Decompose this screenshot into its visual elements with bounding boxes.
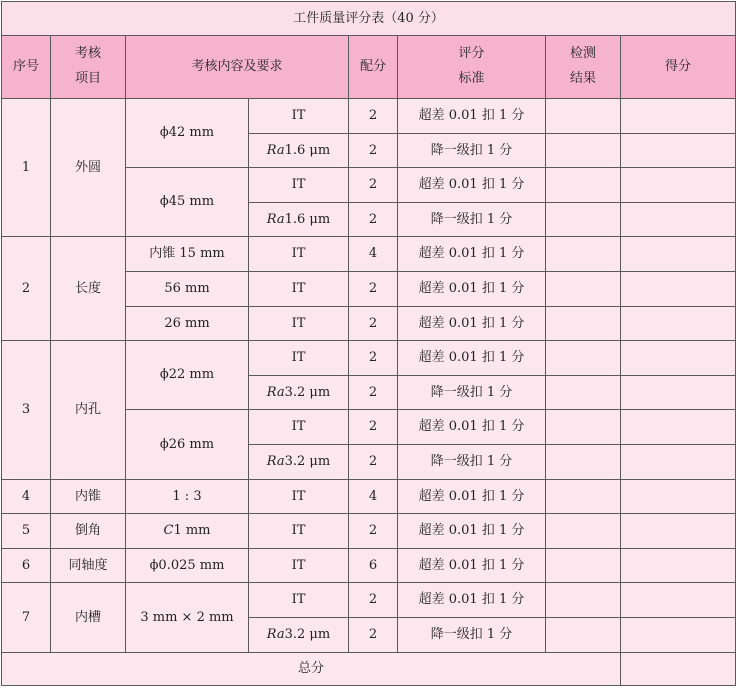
- requirement-symbol: Ra: [266, 142, 285, 158]
- header-result-line2: 结果: [569, 71, 596, 86]
- requirement-text: IT: [291, 419, 306, 435]
- requirement-cell: [249, 617, 349, 652]
- result-cell[interactable]: [546, 548, 621, 583]
- requirement-cell: [249, 99, 349, 134]
- requirement-text: IT: [291, 315, 306, 331]
- content-cell: [126, 237, 249, 272]
- content-cell: [126, 548, 249, 583]
- total-value-cell[interactable]: [621, 652, 736, 685]
- standard-cell: 降一级扣 1 分: [398, 133, 546, 168]
- content-text: 1 mm: [173, 523, 211, 539]
- result-cell[interactable]: [546, 237, 621, 272]
- content-text: 56 mm: [164, 280, 210, 296]
- score-cell: 2: [349, 514, 398, 549]
- item-cell: 同轴度: [51, 548, 126, 583]
- item-cell: 内锥: [51, 479, 126, 514]
- got-cell[interactable]: [621, 341, 736, 376]
- result-cell[interactable]: [546, 306, 621, 341]
- score-cell: 2: [349, 583, 398, 618]
- table-row: [2, 548, 736, 583]
- requirement-cell: [249, 583, 349, 618]
- requirement-symbol: Ra: [266, 211, 285, 227]
- requirement-cell: [249, 271, 349, 306]
- score-cell: 2: [349, 271, 398, 306]
- result-cell[interactable]: [546, 99, 621, 134]
- standard-cell: 降一级扣 1 分: [398, 444, 546, 479]
- seq-cell: 2: [2, 237, 51, 341]
- content-text: 内锥 15 mm: [149, 246, 225, 262]
- requirement-cell: [249, 202, 349, 237]
- requirement-cell: [249, 514, 349, 549]
- requirement-cell: [249, 410, 349, 445]
- requirement-cell: [249, 375, 349, 410]
- content-cell: [126, 168, 249, 237]
- standard-cell: 超差 0.01 扣 1 分: [398, 99, 546, 134]
- requirement-text: IT: [291, 488, 306, 504]
- content-text: ϕ26 mm: [159, 436, 215, 452]
- score-table: [1, 1, 736, 686]
- content-text: 3 mm × 2 mm: [140, 609, 234, 625]
- table-title: 工件质量评分表（40 分）: [2, 2, 736, 36]
- content-symbol: C: [163, 523, 174, 539]
- table-row: [2, 583, 736, 618]
- header-standard: [398, 36, 546, 99]
- got-cell[interactable]: [621, 271, 736, 306]
- result-cell[interactable]: [546, 617, 621, 652]
- result-cell[interactable]: [546, 410, 621, 445]
- standard-cell: 超差 0.01 扣 1 分: [398, 237, 546, 272]
- result-cell[interactable]: [546, 444, 621, 479]
- header-content: 考核内容及要求: [126, 36, 349, 99]
- table-row: [2, 237, 736, 272]
- result-cell[interactable]: [546, 514, 621, 549]
- score-cell: 2: [349, 99, 398, 134]
- result-cell[interactable]: [546, 168, 621, 203]
- score-cell: 2: [349, 168, 398, 203]
- requirement-text: IT: [291, 523, 306, 539]
- item-cell: 内槽: [51, 583, 126, 652]
- standard-cell: 超差 0.01 扣 1 分: [398, 271, 546, 306]
- seq-cell: 1: [2, 99, 51, 237]
- requirement-cell: [249, 168, 349, 203]
- got-cell[interactable]: [621, 444, 736, 479]
- got-cell[interactable]: [621, 133, 736, 168]
- standard-cell: 降一级扣 1 分: [398, 202, 546, 237]
- item-cell: 倒角: [51, 514, 126, 549]
- total-row: [2, 652, 736, 685]
- requirement-text: IT: [291, 350, 306, 366]
- requirement-text: 1.6 μm: [284, 142, 331, 158]
- content-cell: [126, 341, 249, 410]
- item-cell: 外圆: [51, 99, 126, 237]
- requirement-cell: [249, 237, 349, 272]
- header-seq: 序号: [2, 36, 51, 99]
- got-cell[interactable]: [621, 306, 736, 341]
- table-row: [2, 99, 736, 134]
- content-cell: [126, 514, 249, 549]
- standard-cell: 超差 0.01 扣 1 分: [398, 479, 546, 514]
- requirement-cell: [249, 133, 349, 168]
- seq-cell: 6: [2, 548, 51, 583]
- score-cell: 4: [349, 237, 398, 272]
- quality-score-sheet: [1, 1, 736, 686]
- score-cell: 2: [349, 444, 398, 479]
- requirement-text: IT: [291, 280, 306, 296]
- result-cell[interactable]: [546, 375, 621, 410]
- standard-cell: 超差 0.01 扣 1 分: [398, 583, 546, 618]
- result-cell[interactable]: [546, 583, 621, 618]
- title-row: [2, 2, 736, 36]
- header-item-line2: 项目: [74, 71, 101, 86]
- requirement-text: IT: [291, 592, 306, 608]
- requirement-symbol: Ra: [266, 384, 285, 400]
- score-cell: 2: [349, 202, 398, 237]
- got-cell[interactable]: [621, 479, 736, 514]
- got-cell[interactable]: [621, 514, 736, 549]
- result-cell[interactable]: [546, 133, 621, 168]
- header-item-line1: 考核: [74, 46, 101, 62]
- standard-cell: 超差 0.01 扣 1 分: [398, 410, 546, 445]
- requirement-symbol: Ra: [266, 626, 285, 642]
- got-cell[interactable]: [621, 202, 736, 237]
- requirement-cell: [249, 479, 349, 514]
- requirement-cell: [249, 444, 349, 479]
- score-cell: 2: [349, 341, 398, 376]
- seq-cell: 4: [2, 479, 51, 514]
- requirement-text: IT: [291, 177, 306, 193]
- result-cell[interactable]: [546, 202, 621, 237]
- table-row: [2, 514, 736, 549]
- header-result-line1: 检测: [569, 46, 596, 62]
- got-cell[interactable]: [621, 548, 736, 583]
- header-standard-line1: 评分: [458, 46, 485, 62]
- header-item: [51, 36, 126, 99]
- requirement-text: IT: [291, 108, 306, 123]
- result-cell[interactable]: [546, 271, 621, 306]
- requirement-cell: [249, 548, 349, 583]
- result-cell[interactable]: [546, 341, 621, 376]
- content-text: ϕ45 mm: [159, 194, 215, 210]
- got-cell[interactable]: [621, 617, 736, 652]
- requirement-text: 3.2 μm: [284, 453, 331, 469]
- header-got: 得分: [621, 36, 736, 99]
- header-standard-line2: 标准: [458, 71, 485, 86]
- header-result: [546, 36, 621, 99]
- requirement-cell: [249, 306, 349, 341]
- seq-cell: 3: [2, 341, 51, 479]
- content-text: ϕ42 mm: [159, 125, 215, 141]
- score-cell: 2: [349, 617, 398, 652]
- content-text: ϕ22 mm: [159, 367, 215, 383]
- requirement-text: IT: [291, 246, 306, 262]
- content-cell: [126, 479, 249, 514]
- standard-cell: 超差 0.01 扣 1 分: [398, 514, 546, 549]
- score-cell: 2: [349, 410, 398, 445]
- content-cell: [126, 583, 249, 652]
- seq-cell: 5: [2, 514, 51, 549]
- content-cell: [126, 306, 249, 341]
- content-text: ϕ0.025 mm: [149, 557, 225, 573]
- total-label: 总分: [2, 652, 621, 685]
- table-row: [2, 479, 736, 514]
- item-cell: 长度: [51, 237, 126, 341]
- content-text: 26 mm: [164, 315, 210, 331]
- score-cell: 6: [349, 548, 398, 583]
- result-cell[interactable]: [546, 479, 621, 514]
- table-row: [2, 341, 736, 376]
- requirement-text: IT: [291, 557, 306, 573]
- score-cell: 2: [349, 133, 398, 168]
- score-cell: 2: [349, 375, 398, 410]
- content-cell: [126, 99, 249, 168]
- got-cell[interactable]: [621, 375, 736, 410]
- standard-cell: 降一级扣 1 分: [398, 617, 546, 652]
- header-row: [2, 36, 736, 99]
- item-cell: 内孔: [51, 341, 126, 479]
- got-cell[interactable]: [621, 583, 736, 618]
- header-score: 配分: [349, 36, 398, 99]
- standard-cell: 超差 0.01 扣 1 分: [398, 168, 546, 203]
- content-cell: [126, 271, 249, 306]
- standard-cell: 超差 0.01 扣 1 分: [398, 341, 546, 376]
- requirement-text: 3.2 μm: [284, 626, 331, 642]
- score-cell: 4: [349, 479, 398, 514]
- got-cell[interactable]: [621, 410, 736, 445]
- standard-cell: 超差 0.01 扣 1 分: [398, 306, 546, 341]
- requirement-text: 3.2 μm: [284, 384, 331, 400]
- seq-cell: 7: [2, 583, 51, 652]
- requirement-symbol: Ra: [266, 453, 285, 469]
- content-cell: [126, 410, 249, 479]
- requirement-cell: [249, 341, 349, 376]
- got-cell[interactable]: [621, 99, 736, 134]
- content-text: 1 : 3: [172, 488, 202, 504]
- requirement-text: 1.6 μm: [284, 211, 331, 227]
- table-body: [2, 2, 736, 686]
- standard-cell: 降一级扣 1 分: [398, 375, 546, 410]
- standard-cell: 超差 0.01 扣 1 分: [398, 548, 546, 583]
- got-cell[interactable]: [621, 237, 736, 272]
- score-cell: 2: [349, 306, 398, 341]
- got-cell[interactable]: [621, 168, 736, 203]
